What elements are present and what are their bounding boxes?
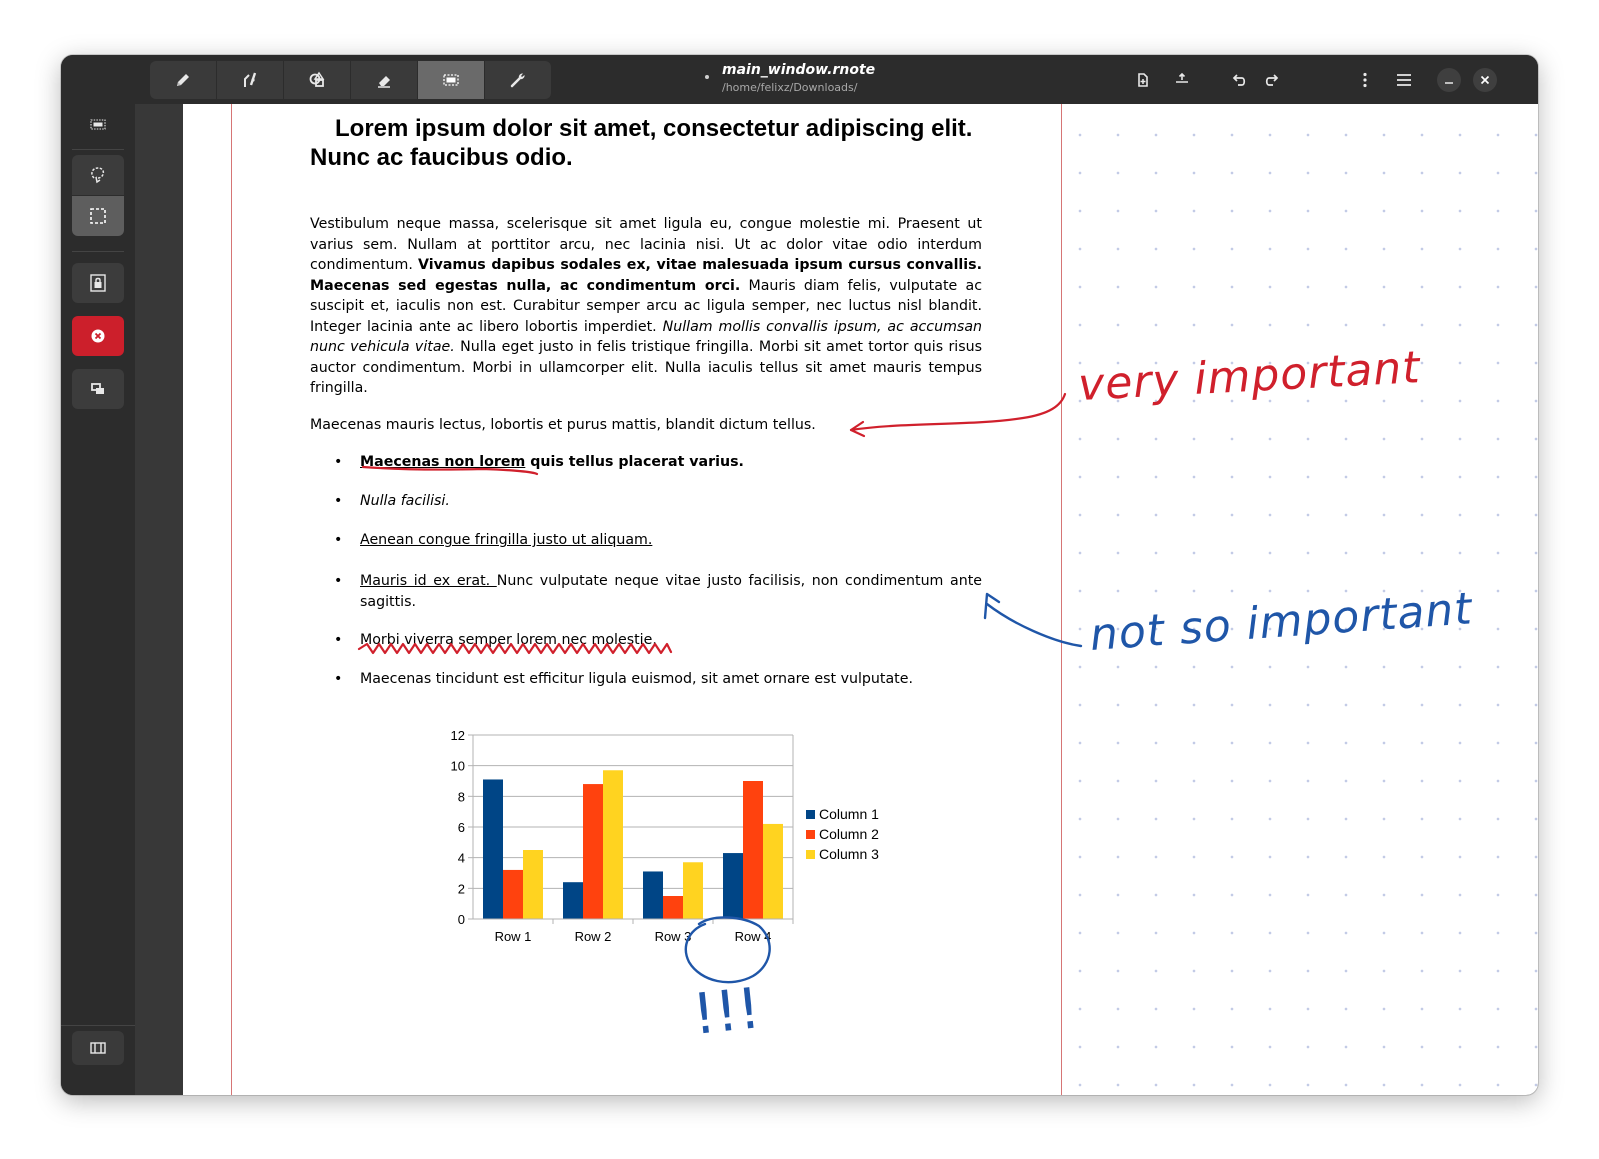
undo-button[interactable]	[1226, 67, 1252, 93]
import-button[interactable]	[1169, 67, 1195, 93]
y-tick-label: 8	[457, 789, 465, 805]
legend-entry	[806, 844, 879, 864]
bullet: •	[334, 454, 343, 470]
legend-label: Column 2	[819, 826, 879, 842]
underlined-text: Maecenas non lorem	[360, 454, 526, 470]
lasso-select-icon	[87, 164, 109, 186]
x-tick-label: Row 1	[494, 929, 532, 944]
shaper-tool-button[interactable]	[217, 61, 284, 99]
legend-entry	[806, 824, 879, 844]
rectangle-select-button[interactable]	[72, 196, 124, 236]
shaper-icon	[241, 71, 259, 89]
minimize-button[interactable]	[1437, 68, 1461, 92]
chart-bar	[643, 871, 663, 919]
unsaved-indicator	[705, 75, 709, 79]
main-menu-button[interactable]	[1391, 67, 1417, 93]
sidebar-toggle-icon	[87, 1037, 109, 1059]
more-options-button[interactable]	[1352, 67, 1378, 93]
list-item-text: Morbi viverra semper lorem nec molestie.	[360, 632, 657, 648]
typewriter-tool-button[interactable]	[284, 61, 351, 99]
x-tick-label: Row 3	[654, 929, 692, 944]
x-tick-label: Row 4	[734, 929, 772, 944]
legend-swatch	[806, 850, 815, 859]
eraser-tool-button[interactable]	[351, 61, 418, 99]
close-icon	[1479, 74, 1491, 86]
drawing-canvas[interactable]	[183, 104, 1538, 1095]
lock-page-icon	[87, 272, 109, 294]
legend-swatch	[806, 830, 815, 839]
redo-button[interactable]	[1259, 67, 1285, 93]
bullet: •	[334, 671, 343, 687]
bullet: •	[334, 493, 343, 509]
lock-page-button[interactable]	[72, 263, 124, 303]
new-document-icon	[1134, 71, 1152, 89]
eraser-icon	[375, 71, 393, 89]
legend-label: Column 3	[819, 846, 879, 862]
red-handwritten-note: very important	[1076, 342, 1422, 411]
file-path: /home/felixz/Downloads/	[722, 81, 858, 94]
chart-bar	[563, 882, 583, 919]
delete-selection-icon	[87, 325, 109, 347]
blue-exclamation-marks: !!!	[689, 976, 764, 1048]
undo-icon	[1230, 71, 1248, 89]
list-item-text: Nulla facilisi.	[360, 493, 450, 509]
second-paragraph: Maecenas mauris lectus, lobortis et purus mattis, blandit dictum tellus.	[310, 417, 816, 433]
legend-entry	[806, 804, 879, 824]
tool-sidebar	[61, 104, 135, 1095]
app-window	[61, 55, 1538, 1095]
new-document-button[interactable]	[1130, 67, 1156, 93]
y-tick-label: 0	[457, 912, 465, 927]
para-bold-text: Vivamus dapibus sodales ex, vitae malesuada ipsum cursus convallis. Maecenas sed egestas nulla, ac condimentum orci.	[310, 257, 982, 294]
selector-config-button[interactable]	[72, 104, 124, 144]
lasso-select-button[interactable]	[72, 155, 124, 195]
chart-bar	[663, 896, 683, 919]
list-item-text: quis tellus placerat varius.	[525, 454, 744, 470]
duplicate-selection-button[interactable]	[72, 369, 124, 409]
pen-icon	[174, 71, 192, 89]
wrench-icon	[509, 71, 527, 89]
selector-tool-button[interactable]	[418, 61, 485, 99]
document-page	[183, 104, 1062, 1095]
blue-handwritten-note: not so important	[1088, 583, 1475, 661]
chart-bar	[523, 850, 543, 919]
y-tick-label: 10	[450, 758, 465, 774]
delete-selection-button[interactable]	[72, 316, 124, 356]
chart-bar	[483, 779, 503, 919]
chart-bar	[763, 824, 783, 919]
legend-swatch	[806, 810, 815, 819]
canvas-gutter	[135, 104, 183, 1095]
x-tick-label: Row 2	[574, 929, 612, 944]
chart-bar	[503, 870, 523, 919]
tools-tool-button[interactable]	[485, 61, 551, 99]
redo-icon	[1263, 71, 1281, 89]
close-window-button[interactable]	[1473, 68, 1497, 92]
hamburger-menu-icon	[1395, 71, 1413, 89]
chart-bar	[603, 770, 623, 919]
brush-tool-button[interactable]	[150, 61, 217, 99]
para-text: Mauris diam felis, vulputate ac suscipit et, iaculis non est. Curabitur semper arcu ac ligula semper, nec luctus nisl blandit. Integer lacinia ante ac libero lobortis imperdiet.	[310, 277, 982, 335]
list-item-text: Maecenas tincidunt est efficitur ligula euismod, sit amet ornare est vulputate.	[360, 671, 913, 687]
document-heading: Lorem ipsum dolor sit amet, consectetur adipiscing elit. Nunc ac faucibus odio.	[310, 115, 973, 171]
list-item-text: Aenean congue fringilla justo ut aliquam.	[360, 532, 653, 548]
para-italic-text: Nullam mollis convallis ipsum, ac accumsan nunc vehicula vitae.	[310, 318, 983, 355]
chart-bar	[583, 784, 603, 919]
selector-config-icon	[87, 113, 109, 135]
sidebar-toggle-button[interactable]	[72, 1031, 124, 1065]
y-tick-label: 4	[457, 850, 465, 866]
underlined-text: Mauris id ex erat.	[360, 573, 497, 589]
para-text: Nulla eget justo in felis tristique fringilla. Morbi sit amet tortor quis risus auctor condimentum. Morbi in ullamcorper elit. Nulla iaculis tellus sit amet mauris tempus fringilla.	[310, 339, 982, 396]
bullet: •	[334, 532, 343, 548]
y-tick-label: 2	[457, 881, 465, 897]
pen-style-toolbar	[150, 61, 551, 99]
bullet: •	[334, 573, 343, 589]
bullet: •	[334, 632, 343, 648]
chart-bar	[683, 862, 703, 919]
import-icon	[1173, 71, 1191, 89]
shapes-icon	[308, 71, 326, 89]
legend-label: Column 1	[819, 806, 879, 822]
file-name: main_window.rnote	[722, 62, 876, 78]
minimize-icon	[1443, 74, 1455, 86]
chart-bar	[743, 781, 763, 919]
selector-icon	[442, 71, 460, 89]
y-tick-label: 12	[450, 728, 465, 743]
duplicate-icon	[87, 378, 109, 400]
para-text: Vestibulum neque massa, scelerisque sit amet ligula eu, congue molestie mi. Praesent ut varius sem. Nullam at porttitor arcu, nec lacinia nisi. Ut ac dolor vitae odio interdum condimentum.	[310, 216, 982, 273]
more-icon	[1356, 71, 1374, 89]
list-item-text: Nunc vulputate neque vitae justo facilisis, non condimentum ante sagittis.	[360, 573, 982, 610]
chart-legend	[806, 804, 879, 864]
header-bar	[61, 55, 1538, 104]
y-tick-label: 6	[457, 820, 465, 835]
body-paragraph	[310, 214, 982, 399]
rectangle-select-icon	[87, 205, 109, 227]
chart-bar	[723, 853, 743, 919]
page-margin-line	[231, 104, 232, 1095]
